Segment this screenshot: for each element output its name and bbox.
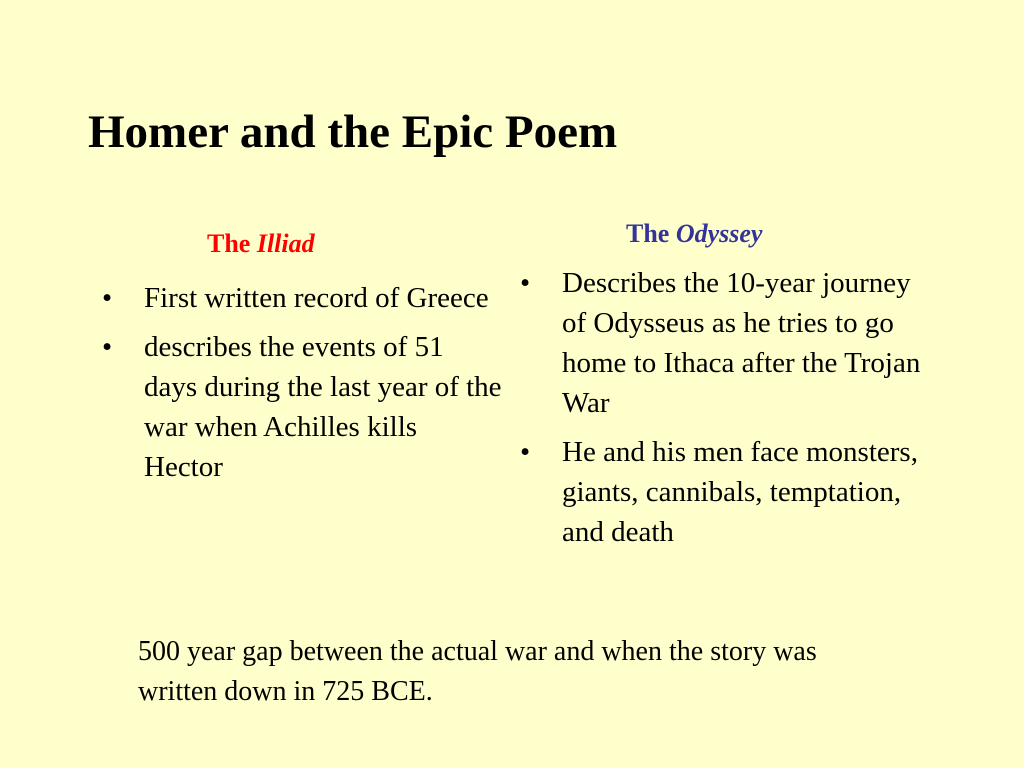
odyssey-heading-title: Odyssey [675,219,763,248]
list-item [102,327,502,487]
bullet-text: He and his men face monsters, giants, cannibals, temptation, and death [562,436,918,548]
bullet-icon: • [102,282,113,314]
illiad-heading-prefix: The [207,229,251,258]
bullet-text: Describes the 10-year journey of Odysseus as he tries to go home to Ithaca after the Trojan War [562,267,921,419]
bullet-text: describes the events of 51 days during the last year of the war when Achilles kills Hector [144,331,502,483]
bullet-icon: • [520,267,531,299]
slide-title: Homer and the Epic Poem [88,106,618,158]
list-item [520,432,930,552]
list-item [520,263,930,423]
footnote-text: 500 year gap between the actual war and when the story was written down in 725 BCE. [138,636,817,707]
list-item [102,278,502,318]
bullet-icon: • [102,331,113,363]
illiad-bullet-list [102,278,502,496]
odyssey-heading-prefix: The [626,219,670,248]
illiad-heading-title: Illiad [256,229,315,258]
illiad-heading [207,229,315,259]
odyssey-heading [626,219,762,249]
odyssey-bullet-list [520,263,930,561]
bullet-icon: • [520,436,531,468]
bullet-text: First written record of Greece [144,282,489,314]
